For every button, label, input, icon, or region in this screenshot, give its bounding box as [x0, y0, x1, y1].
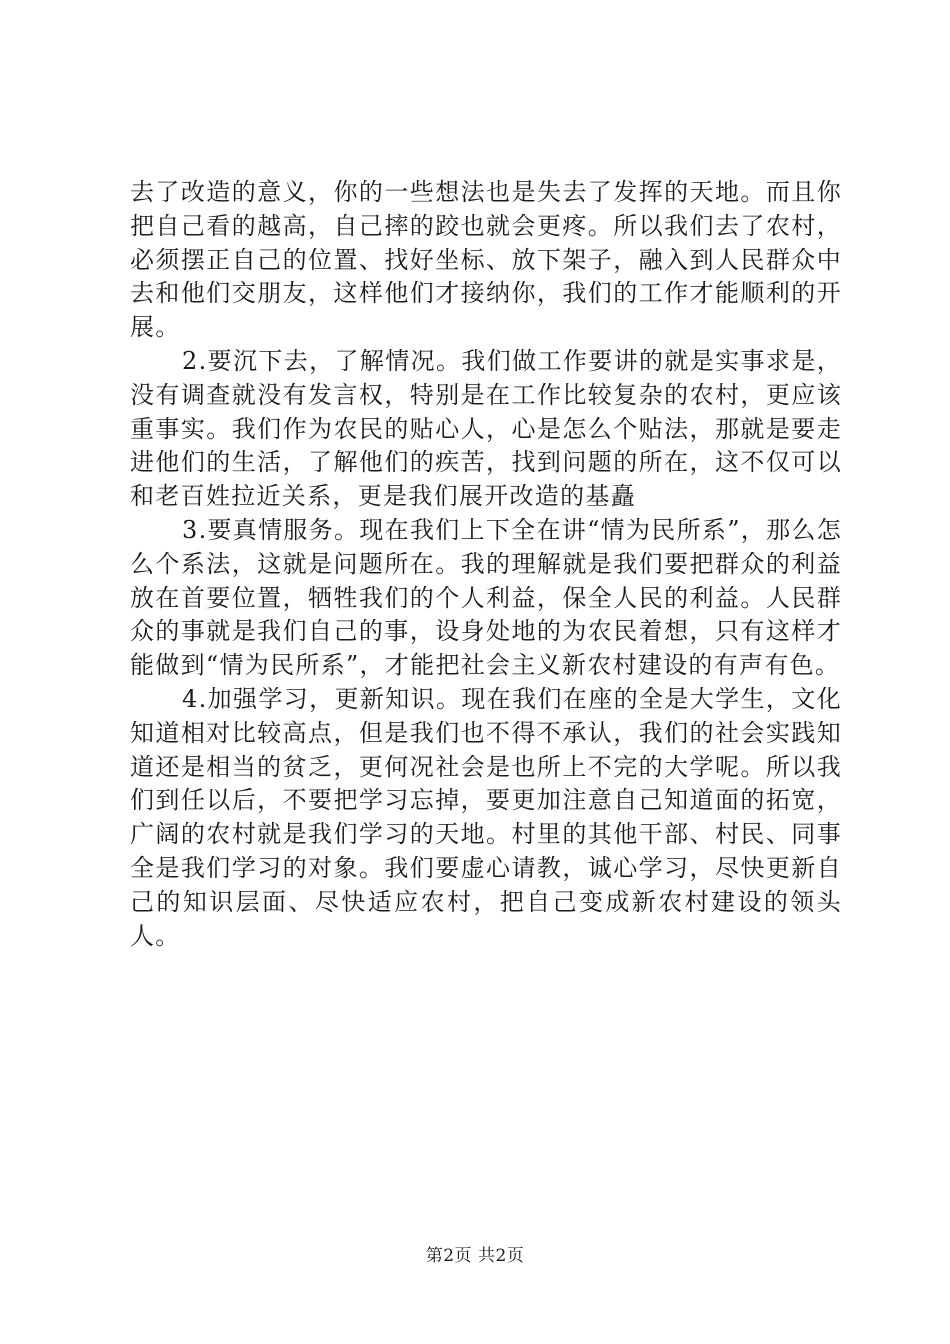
- document-body: [130, 176, 842, 953]
- paragraph-point-4: 4.加强学习，更新知识。现在我们在座的全是大学生，文化知道相对比较高点，但是我们也不得不承认，我们的社会实践知道还是相当的贫乏，更何况社会是也所上不完的大学呢。所以我们到任以后，不要把学习忘掉，要更加注意自己知道面的拓宽，广阔的农村就是我们学习的天地。村里的其他干部、村民、同事全是我们学习的对象。我们要虚心请教，诚心学习，尽快更新自己的知识层面、尽快适应农村，把自己变成新农村建设的领头人。: [130, 684, 842, 950]
- paragraph-continuation: 去了改造的意义，你的一些想法也是失去了发挥的天地。而且你把自己看的越高，自己摔的跤也就会更疼。所以我们去了农村，必须摆正自己的位置、找好坐标、放下架子，融入到人民群众中去和他们交朋友，这样他们才接纳你，我们的工作才能顺利的开展。: [130, 178, 842, 342]
- paragraph-point-2: 2.要沉下去，了解情况。我们做工作要讲的就是实事求是，没有调查就没有发言权，特别是在工作比较复杂的农村，更应该重事实。我们作为农民的贴心人，心是怎么个贴法，那就是要走进他们的生活，了解他们的疾苦，找到问题的所在，这不仅可以和老百姓拉近关系，更是我们展开改造的基矗: [130, 346, 842, 511]
- paragraph-point-3: 3.要真情服务。现在我们上下全在讲“情为民所系”，那么怎么个系法，这就是问题所在。我的理解就是我们要把群众的利益放在首要位置，牺牲我们的个人利益，保全人民的利益。人民群众的事就是我们自己的事，设身处地的为农民着想，只有这样才能做到“情为民所系”，才能把社会主义新农村建设的有声有色。: [130, 515, 842, 680]
- page-number-footer: 第2页 共2页: [425, 1246, 525, 1266]
